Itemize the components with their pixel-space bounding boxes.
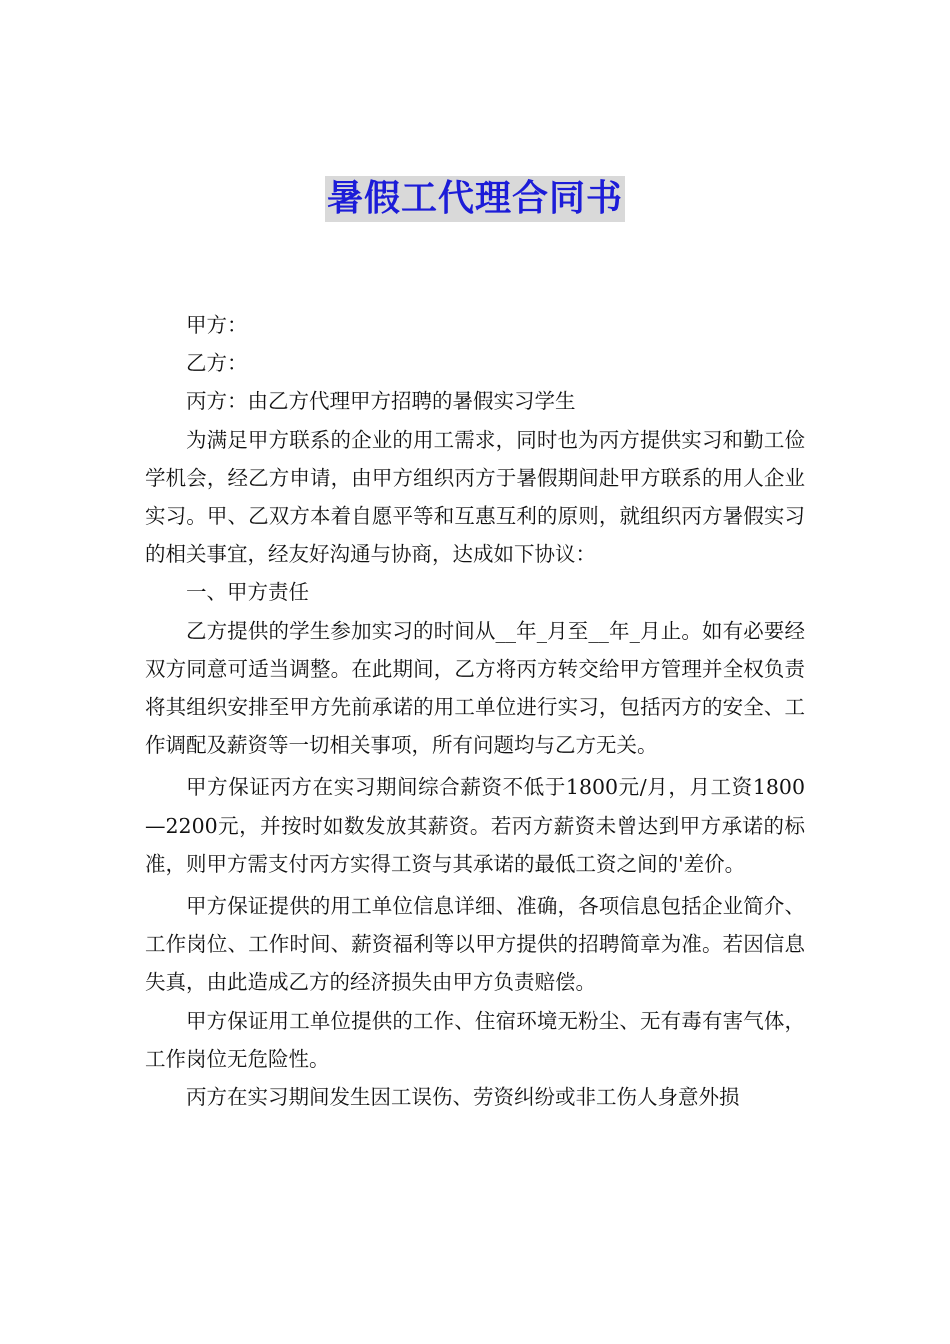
party-b-line: 乙方：	[186, 351, 248, 376]
internship-period-paragraph: 乙方提供的学生参加实习的时间从__年_月至__年_月止。如有必要经双方同意可适当调整。在此期间，乙方将丙方转交给甲方管理并全权负责将其组织安排至甲方先前承诺的用工单位进行实习，包括丙方的安全、工作调配及薪资等一切相关事项，所有问题均与乙方无关。	[145, 618, 805, 758]
injury-paragraph: 丙方在实习期间发生因工误伤、劳资纠纷或非工伤人身意外损	[186, 1085, 740, 1110]
preamble-paragraph: 为满足甲方联系的企业的用工需求，同时也为丙方提供实习和勤工俭学机会，经乙方申请，由甲方组织丙方于暑假期间赴甲方联系的用人企业实习。甲、乙双方本着自愿平等和互惠互利的原则，就组织丙方暑假实习的相关事宜，经友好沟通与协商，达成如下协议：	[145, 427, 805, 567]
employer-info-paragraph: 甲方保证提供的用工单位信息详细、准确，各项信息包括企业简介、工作岗位、工作时间、薪资福利等以甲方提供的招聘简章为准。若因信息失真，由此造成乙方的经济损失由甲方负责赔偿。	[145, 894, 805, 995]
title-wrapper	[0, 176, 950, 222]
salary-guarantee-paragraph: 甲方保证丙方在实习期间综合薪资不低于1800元/月，月工资1800—2200元，并按时如数发放其薪资。若丙方薪资未曾达到甲方承诺的标准，则甲方需支付丙方实得工资与其承诺的最低工资之间的'差价。	[145, 775, 805, 876]
document-title: 暑假工代理合同书	[325, 176, 625, 222]
party-c-line: 丙方：由乙方代理甲方招聘的暑假实习学生	[186, 389, 576, 414]
document-body	[145, 306, 805, 1116]
party-a-line: 甲方：	[186, 313, 248, 337]
section-heading-party-a-duties: 一、甲方责任	[186, 580, 309, 605]
work-environment-paragraph: 甲方保证用工单位提供的工作、住宿环境无粉尘、无有毒有害气体，工作岗位无危险性。	[145, 1008, 805, 1071]
